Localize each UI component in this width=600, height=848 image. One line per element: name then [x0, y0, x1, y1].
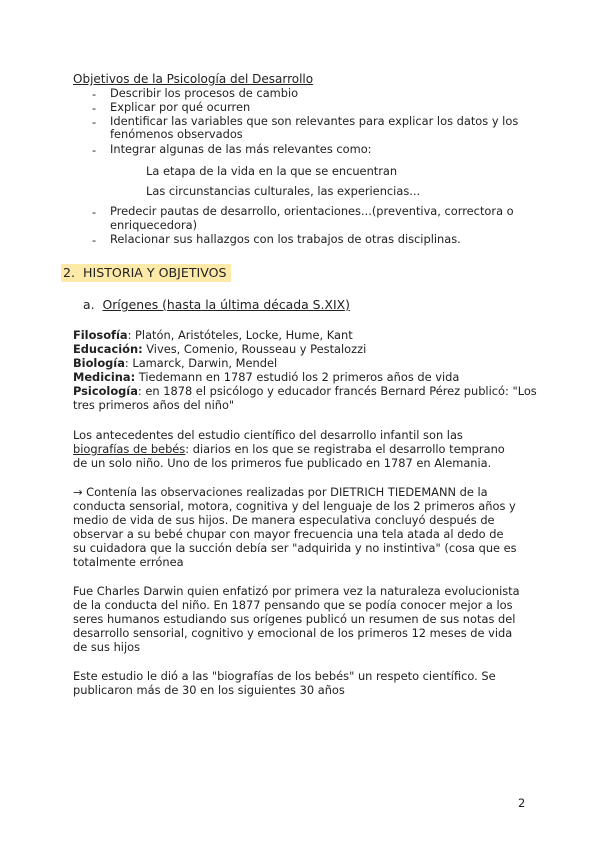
paragraph-line: totalmente errónea — [73, 555, 184, 569]
paragraph-line: seres humanos estudiando sus orígenes publicó un resumen de sus notas del — [73, 612, 516, 626]
discipline-line: Biología: Lamarck, Darwin, Mendel — [73, 356, 278, 370]
discipline-line: Psicología: en 1878 el psicólogo y educador francés Bernard Pérez publicó: "Los — [73, 384, 537, 398]
list-item-text-cont: fenómenos observados — [110, 127, 243, 141]
list-item-text: Explicar por qué ocurren — [110, 100, 251, 114]
list-item-text: Predecir pautas de desarrollo, orientaciones...(preventiva, correctora o — [110, 204, 514, 218]
dash-bullet: - — [92, 115, 97, 129]
discipline-line-cont: tres primeros años del niño" — [73, 398, 235, 412]
section-title: HISTORIA Y OBJETIVOS — [83, 265, 227, 280]
page-number: 2 — [518, 796, 526, 810]
discipline-label: Medicina: — [73, 370, 136, 384]
list-item-text: Integrar algunas de las más relevantes como: — [110, 142, 372, 156]
paragraph-line: observar a su bebé chupar con mayor frecuencia una tela atada al dedo de — [73, 527, 504, 541]
list-item-text: Relacionar sus hallazgos con los trabajos de otras disciplinas. — [110, 232, 461, 246]
underlined-term: biografías de bebés — [73, 442, 186, 456]
discipline-line: Filosofía: Platón, Aristóteles, Locke, Hume, Kant — [73, 328, 353, 342]
discipline-label: Filosofía — [73, 328, 128, 342]
dash-bullet: - — [92, 233, 97, 247]
arrow-icon: → — [73, 485, 83, 499]
dash-bullet: - — [92, 101, 97, 115]
subsection-title: Orígenes (hasta la última década S.XIX) — [102, 297, 350, 312]
dash-bullet: - — [92, 143, 97, 157]
discipline-label: Educación: — [73, 342, 143, 356]
paragraph-line: de un solo niño. Uno de los primeros fue publicado en 1787 en Alemania. — [73, 456, 492, 470]
list-item-text: Identificar las variables que son relevantes para explicar los datos y los — [110, 114, 519, 128]
subsection-heading — [83, 297, 350, 312]
paragraph-line: conducta sensorial, motora, cognitiva y del lenguaje de los 2 primeros años y — [73, 499, 516, 513]
paragraph-line: → Contenía las observaciones realizadas por DIETRICH TIEDEMANN de la — [73, 485, 488, 499]
list-item-text: Describir los procesos de cambio — [110, 86, 299, 100]
paragraph-line: medio de vida de sus hijos. De manera especulativa concluyó después de — [73, 513, 495, 527]
discipline-label: Biología — [73, 356, 125, 370]
sub-item: La etapa de la vida en la que se encuentran — [146, 164, 398, 178]
section-heading — [61, 265, 231, 280]
discipline-line: Educación: Vives, Comenio, Rousseau y Pestalozzi — [73, 342, 367, 356]
sub-item: Las circunstancias culturales, las experiencias... — [146, 184, 421, 198]
objectives-title: Objetivos de la Psicología del Desarrollo — [73, 72, 314, 86]
paragraph-line: Este estudio le dió a las "biografías de los bebés" un respeto científico. Se — [73, 669, 496, 683]
paragraph-line: de sus hijos — [73, 640, 141, 654]
paragraph-line: publicaron más de 30 en los siguientes 30 años — [73, 683, 345, 697]
section-number: 2. — [63, 265, 76, 280]
dash-bullet: - — [92, 87, 97, 101]
paragraph-line: su cuidadora que la succión debía ser "adquirida y no instintiva" (cosa que es — [73, 541, 517, 555]
discipline-label: Psicología — [73, 384, 138, 398]
paragraph-line: Fue Charles Darwin quien enfatizó por primera vez la naturaleza evolucionista — [73, 584, 520, 598]
discipline-line: Medicina: Tiedemann en 1787 estudió los 2 primeros años de vida — [73, 370, 460, 384]
paragraph-line: desarrollo sensorial, cognitivo y emocional de los primeros 12 meses de vida — [73, 626, 513, 640]
dash-bullet: - — [92, 205, 97, 219]
paragraph-line: de la conducta del niño. En 1877 pensando que se podía conocer mejor a los — [73, 598, 513, 612]
paragraph-line: Los antecedentes del estudio científico del desarrollo infantil son las — [73, 428, 463, 442]
list-item-text-cont: enriquecedora) — [110, 218, 198, 232]
subsection-letter: a. — [83, 297, 95, 312]
paragraph-line: biografías de bebés: diarios en los que se registraba el desarrollo temprano — [73, 442, 505, 456]
